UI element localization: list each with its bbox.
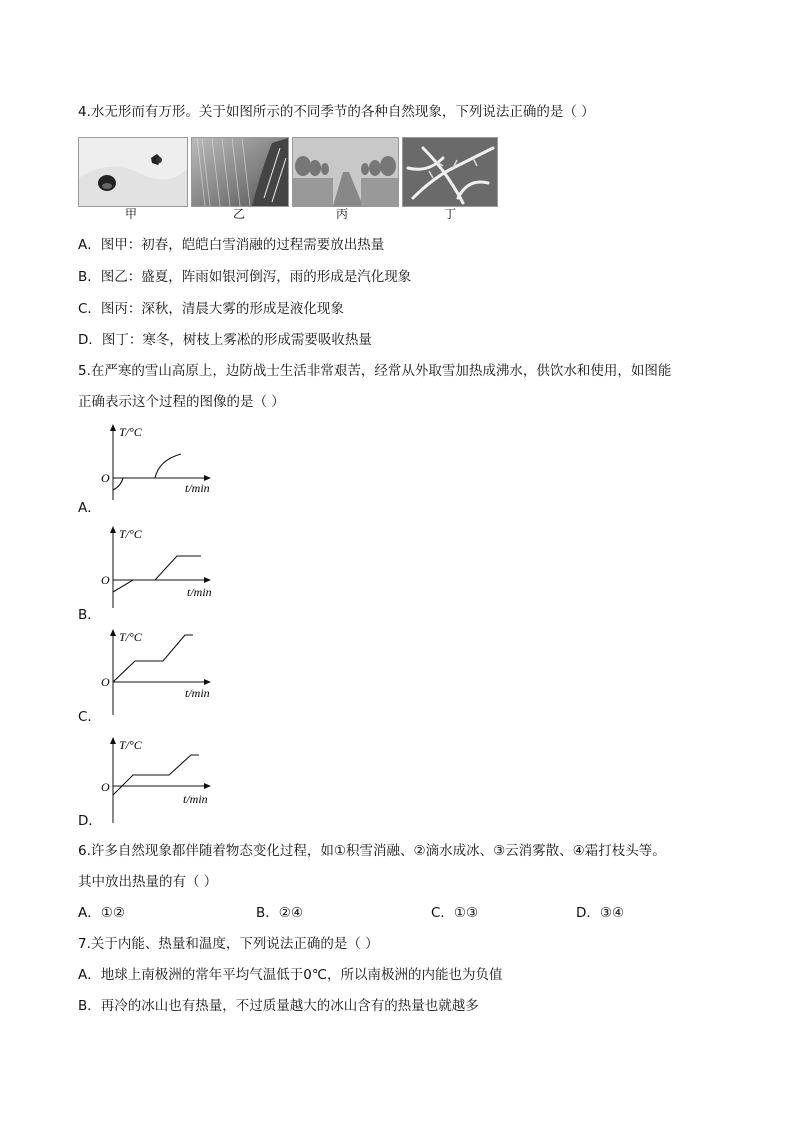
- caption-jia: 甲: [125, 207, 138, 221]
- graph-c: [95, 625, 235, 717]
- graph-a-origin: O: [101, 471, 110, 485]
- graph-b-x-label: t/min: [187, 585, 212, 599]
- caption-ding: 丁: [444, 207, 457, 221]
- photo-ding-rime: [402, 137, 498, 207]
- q5-option-c: C．: [78, 709, 101, 725]
- caption-bing: 丙: [336, 207, 349, 221]
- q5-stem-line2: 正确表示这个过程的图像的是（ ）: [78, 394, 285, 410]
- q4-stem: 4.水无形而有万形。关于如图所示的不同季节的各种自然现象，下列说法正确的是（ ）: [78, 104, 595, 120]
- graph-d-origin: O: [101, 780, 110, 794]
- graph-b: [95, 522, 235, 610]
- graph-b-y-label: T/°C: [119, 527, 142, 541]
- q7-stem: 7.关于内能、热量和温度，下列说法正确的是（ ）: [78, 936, 379, 952]
- q7-option-b: B．再冷的冰山也有热量，不过质量越大的冰山含有的热量也就越多: [78, 998, 479, 1014]
- q7-option-a: A．地球上南极洲的常年平均气温低于0℃，所以南极洲的内能也为负值: [78, 967, 503, 983]
- graph-c-y-label: T/°C: [119, 630, 142, 644]
- q6-option-d: D．③④: [576, 905, 625, 921]
- q5-stem-line1: 5.在严寒的雪山高原上，边防战士生活非常艰苦，经常从外取雪加热成沸水，供饮水和使用，如图能: [78, 363, 672, 379]
- q6-option-a: A．①②: [78, 905, 125, 921]
- caption-yi: 乙: [233, 207, 246, 221]
- graph-d: [95, 733, 235, 825]
- graph-a: [95, 420, 235, 502]
- graph-b-origin: O: [101, 573, 110, 587]
- q4-option-b: B．图乙：盛夏，阵雨如银河倒泻，雨的形成是汽化现象: [78, 269, 412, 285]
- q6-stem-line1: 6.许多自然现象都伴随着物态变化过程，如①积雪消融、②滴水成冰、③云消雾散、④霜打枝头等。: [78, 843, 666, 859]
- graph-c-origin: O: [101, 675, 110, 689]
- q5-option-b: B．: [78, 607, 101, 623]
- q6-option-b: B．②④: [256, 905, 303, 921]
- q4-option-a: A．图甲：初春，皑皑白雪消融的过程需要放出热量: [78, 237, 385, 253]
- q5-option-d: D．: [78, 813, 102, 829]
- photo-jia-snow: [78, 137, 188, 207]
- q4-option-c: C．图丙：深秋，清晨大雾的形成是液化现象: [78, 301, 344, 317]
- q6-option-c: C．①③: [431, 905, 479, 921]
- graph-d-y-label: T/°C: [119, 738, 142, 752]
- graph-c-x-label: t/min: [185, 686, 210, 700]
- photo-bing-fog: [292, 137, 399, 207]
- q4-option-d: D．图丁：寒冬，树枝上雾凇的形成需要吸收热量: [78, 332, 372, 348]
- graph-a-x-label: t/min: [185, 481, 210, 495]
- q5-option-a: A．: [78, 500, 101, 516]
- photo-yi-rain: [191, 137, 289, 207]
- graph-d-x-label: t/min: [183, 792, 208, 806]
- q6-stem-line2: 其中放出热量的有（ ）: [78, 874, 218, 890]
- graph-a-y-label: T/°C: [119, 425, 142, 439]
